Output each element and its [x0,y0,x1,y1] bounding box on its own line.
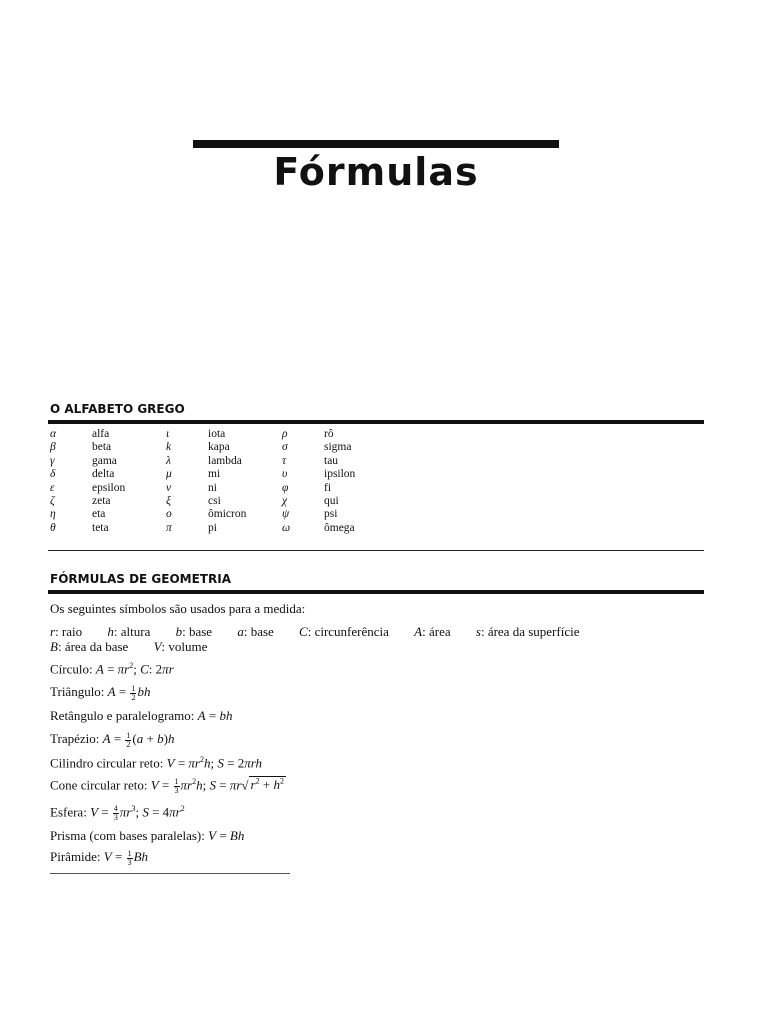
greek-name: tau [324,454,339,467]
formula-triangulo: Triângulo: A = $\frac{1}{2}$ bh [50,683,151,702]
page-title: Fórmulas [273,150,479,194]
greek-symbol: φ [282,481,289,494]
greek-symbol: σ [282,441,288,454]
geometry-intro: Os seguintes símbolos são usados para a medida: [50,601,306,616]
greek-symbol: ε [50,481,55,494]
greek-symbol: ζ [50,494,55,507]
greek-name: teta [92,521,109,534]
formula-circulo: Círculo: $A = \pi r^2$; C: 2πr [50,661,174,677]
greek-name: qui [324,494,339,507]
formula-retangulo: Retângulo e paralelogramo: A = bh [50,708,233,723]
symbol-legend-item: a: base [237,624,274,639]
greek-symbol: k [166,441,172,454]
greek-name: eta [92,508,106,521]
geometry-bottom-rule [50,873,290,874]
formula-piramide: Pirâmide: V = $\frac{1}{3}$ Bh [50,848,149,867]
greek-symbol: υ [282,468,288,481]
greek-name: mi [208,468,221,481]
greek-name: ômega [324,521,355,534]
symbol-legend-line-1 [50,624,579,640]
title-bar [193,140,559,148]
greek-row [50,441,410,454]
greek-symbol: δ [50,468,56,481]
geometry-heading-rule [48,590,704,594]
symbol-legend-item: A: área [414,624,451,639]
symbol-legend-line-2 [50,639,229,655]
greek-name: lambda [208,454,242,467]
greek-name: ômicron [208,508,247,521]
symbol-legend-item: C: circunferência [299,624,389,639]
greek-name: fi [324,481,332,494]
greek-heading-rule [48,420,704,424]
formula-prisma: Prisma (com bases paralelas): V = Bh [50,828,245,843]
formula-esfera: Esfera: V = $\frac{4}{3}$ $\pi r^3$; $S = 4\pi r^2$ [50,803,185,822]
greek-symbol: η [50,508,56,521]
greek-symbol: ι [166,428,170,440]
greek-symbol: τ [282,454,287,467]
greek-row [50,495,410,508]
greek-symbol: ω [282,521,291,534]
greek-name: ipsilon [324,468,356,481]
symbol-legend-item: s: área da superfície [475,624,580,639]
greek-name: delta [92,468,115,481]
greek-symbol: γ [50,454,55,467]
greek-symbol: π [166,521,172,534]
greek-alphabet-heading: O ALFABETO GREGO [50,402,185,416]
formula-cone: Cone circular reto: V = $\frac{1}{3}$ $\pi r^2h$; S = πr√ $r^2 + h^2$ [50,776,284,795]
greek-name: gama [92,454,117,467]
symbol-legend-item: h: altura [107,624,151,639]
symbol-legend-item: B: área da base [50,639,129,654]
greek-name: kapa [208,441,230,454]
greek-name: beta [92,441,112,454]
greek-row [50,522,410,535]
symbol-legend-item: V: volume [153,639,208,654]
greek-row [50,468,410,481]
greek-symbol: ο [166,508,172,521]
greek-name: alfa [92,428,110,440]
greek-bottom-rule [48,550,704,551]
greek-name: psi [324,508,338,521]
formula-cilindro: Cilindro circular reto: $V = \pi r^2h$; S = 2πrh [50,755,263,771]
symbol-legend-item: b: base [175,624,213,639]
greek-name: sigma [324,441,352,454]
greek-symbol: ψ [282,508,290,521]
greek-row [50,508,410,521]
greek-row [50,455,410,468]
greek-name: epsilon [92,481,126,494]
greek-symbol: μ [166,468,172,481]
greek-name: zeta [92,494,111,507]
greek-symbol: ξ [166,494,171,507]
greek-row [50,428,410,441]
formula-trapezio: Trapézio: A = $\frac{1}{2}$ (a + b)h [50,730,175,749]
greek-symbol: ν [166,481,172,494]
geometry-heading: FÓRMULAS DE GEOMETRIA [50,572,231,586]
greek-name: ni [208,481,217,494]
greek-symbol: β [50,441,56,454]
greek-name: csi [208,494,221,507]
greek-symbol: χ [282,494,288,507]
greek-name: iota [208,428,226,440]
greek-symbol: λ [166,454,171,467]
greek-name: rô [324,428,334,440]
greek-symbol: θ [50,521,56,534]
greek-symbol: α [50,428,57,440]
greek-alphabet-table [50,428,410,535]
greek-name: pi [208,521,217,534]
greek-symbol: ρ [282,428,288,440]
greek-row [50,482,410,495]
symbol-legend-item: r: raio [50,624,83,639]
